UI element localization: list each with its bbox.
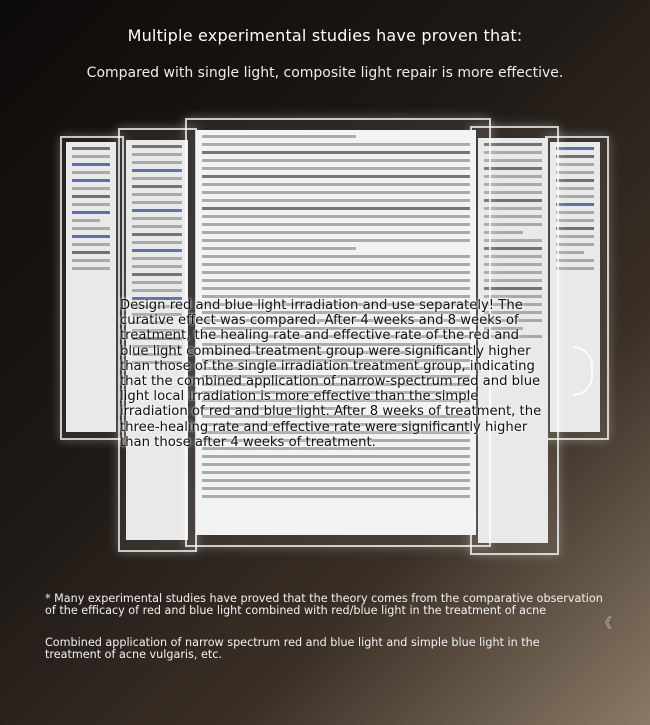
footnote-studies: * Many experimental studies have proved that the theory comes from the comparative observation of the efficacy of red and blue light combined with red/blue light in the treatment of acne bbox=[45, 592, 603, 617]
paper-page-left-outer bbox=[66, 142, 116, 432]
subheadline: Compared with single light, composite light repair is more effective. bbox=[86, 65, 564, 81]
quote-glyph: 《 bbox=[598, 616, 612, 632]
study-summary-paragraph: Design red and blue light irradiation and use separately! The curative effect was compared. After 4 weeks and 8 weeks of treatment, the healing rate and effective rate of the red and blue light combined treatment group were significantly higher than those of the single irradiation treatment group, indicating that the combined application of narrow-spectrum red and blue light local irradiation is more effective than the simple irradiation of red and blue light. After 8 weeks of treatment, the three-healing rate and effective rate were significantly higher than those after 4 weeks of treatment. bbox=[120, 298, 542, 450]
footnote-combined-application: Combined application of narrow spectrum red and blue light and simple blue light in the treatment of acne vulgaris, etc. bbox=[45, 636, 540, 661]
headline: Multiple experimental studies have proven that: bbox=[127, 26, 523, 45]
